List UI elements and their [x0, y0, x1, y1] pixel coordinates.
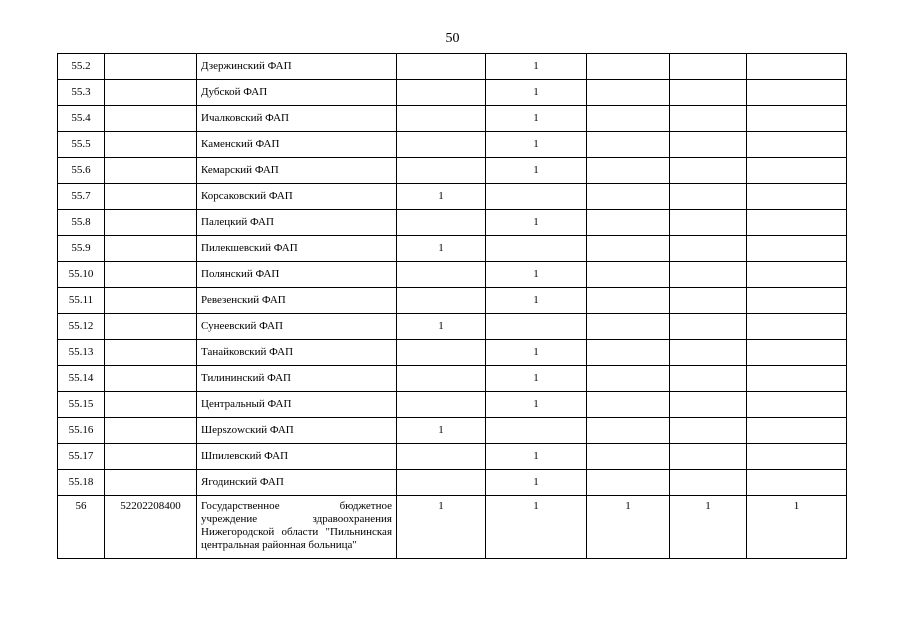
row-number-cell: 55.17 — [58, 444, 105, 470]
row-number-cell: 55.14 — [58, 366, 105, 392]
row-value-3-cell — [587, 80, 670, 106]
row-code-cell — [105, 340, 197, 366]
row-value-5-cell — [747, 158, 847, 184]
row-value-1-cell — [397, 80, 486, 106]
row-value-1-cell: 1 — [397, 236, 486, 262]
table-row — [58, 106, 847, 132]
facilities-table — [57, 53, 847, 559]
row-code-cell — [105, 470, 197, 496]
row-value-1-cell: 1 — [397, 314, 486, 340]
page-number: 50 — [445, 31, 460, 46]
row-name-cell: Палецкий ФАП — [197, 210, 397, 236]
row-value-3-cell — [587, 444, 670, 470]
row-value-3-cell — [587, 54, 670, 80]
row-value-3-cell — [587, 184, 670, 210]
row-value-5-cell — [747, 314, 847, 340]
row-value-2-cell: 1 — [486, 262, 587, 288]
table-row — [58, 340, 847, 366]
row-value-2-cell — [486, 418, 587, 444]
row-value-5-cell — [747, 366, 847, 392]
row-name-cell: Сунеевский ФАП — [197, 314, 397, 340]
row-value-4-cell — [670, 340, 747, 366]
row-value-2-cell: 1 — [486, 470, 587, 496]
row-value-2-cell: 1 — [486, 340, 587, 366]
row-value-4-cell — [670, 184, 747, 210]
row-value-2-cell: 1 — [486, 158, 587, 184]
row-value-4-cell — [670, 132, 747, 158]
row-value-2-cell: 1 — [486, 444, 587, 470]
table-row — [58, 236, 847, 262]
table-row — [58, 418, 847, 444]
row-number-cell: 55.12 — [58, 314, 105, 340]
row-value-5-cell — [747, 418, 847, 444]
row-number-cell: 55.6 — [58, 158, 105, 184]
row-name-cell: Пилекшевский ФАП — [197, 236, 397, 262]
row-name-cell: Шпилевский ФАП — [197, 444, 397, 470]
row-value-4-cell — [670, 470, 747, 496]
row-value-2-cell: 1 — [486, 366, 587, 392]
row-value-5-cell — [747, 184, 847, 210]
row-code-cell — [105, 314, 197, 340]
row-number-cell: 55.4 — [58, 106, 105, 132]
row-name-cell: Ягодинский ФАП — [197, 470, 397, 496]
table-row — [58, 184, 847, 210]
row-value-2-cell: 1 — [486, 132, 587, 158]
row-value-1-cell — [397, 366, 486, 392]
row-value-4-cell — [670, 418, 747, 444]
row-code-cell — [105, 444, 197, 470]
row-value-5-cell: 1 — [747, 496, 847, 559]
row-value-3-cell — [587, 236, 670, 262]
row-value-5-cell — [747, 54, 847, 80]
row-value-2-cell — [486, 236, 587, 262]
row-value-1-cell: 1 — [397, 418, 486, 444]
row-value-5-cell — [747, 210, 847, 236]
table-row — [58, 210, 847, 236]
table-row — [58, 392, 847, 418]
table-row — [58, 496, 847, 559]
row-number-cell: 55.3 — [58, 80, 105, 106]
row-value-3-cell — [587, 470, 670, 496]
row-value-3-cell — [587, 210, 670, 236]
table-row — [58, 80, 847, 106]
row-value-1-cell: 1 — [397, 184, 486, 210]
row-value-4-cell — [670, 262, 747, 288]
row-value-3-cell — [587, 132, 670, 158]
row-name-cell: Ревезенский ФАП — [197, 288, 397, 314]
table-row — [58, 132, 847, 158]
table-row — [58, 288, 847, 314]
table-row — [58, 444, 847, 470]
row-value-5-cell — [747, 340, 847, 366]
row-code-cell — [105, 236, 197, 262]
row-name-cell: Государственное бюджетное учреждение здравоохранения Нижегородской области "Пильнинская центральная районная больница" — [197, 496, 397, 559]
row-code-cell — [105, 418, 197, 444]
row-value-1-cell — [397, 54, 486, 80]
row-value-5-cell — [747, 80, 847, 106]
row-value-2-cell: 1 — [486, 288, 587, 314]
row-value-4-cell — [670, 288, 747, 314]
row-value-5-cell — [747, 288, 847, 314]
row-name-cell: Ичалковский ФАП — [197, 106, 397, 132]
row-value-2-cell: 1 — [486, 210, 587, 236]
row-code-cell — [105, 392, 197, 418]
table-row — [58, 54, 847, 80]
row-value-2-cell: 1 — [486, 106, 587, 132]
row-code-cell — [105, 262, 197, 288]
row-value-3-cell — [587, 158, 670, 184]
row-number-cell: 55.16 — [58, 418, 105, 444]
row-value-5-cell — [747, 444, 847, 470]
row-number-cell: 55.9 — [58, 236, 105, 262]
row-name-cell: Центральный ФАП — [197, 392, 397, 418]
row-name-cell: Танайковский ФАП — [197, 340, 397, 366]
row-name-cell: Дзержинский ФАП — [197, 54, 397, 80]
row-value-3-cell — [587, 392, 670, 418]
row-value-4-cell — [670, 366, 747, 392]
table-row — [58, 470, 847, 496]
row-value-5-cell — [747, 106, 847, 132]
table-row — [58, 366, 847, 392]
row-code-cell — [105, 158, 197, 184]
row-value-3-cell — [587, 106, 670, 132]
row-number-cell: 55.5 — [58, 132, 105, 158]
row-value-2-cell: 1 — [486, 80, 587, 106]
row-number-cell: 55.15 — [58, 392, 105, 418]
row-number-cell: 55.13 — [58, 340, 105, 366]
row-value-3-cell: 1 — [587, 496, 670, 559]
row-name-cell: Тилининский ФАП — [197, 366, 397, 392]
row-value-5-cell — [747, 392, 847, 418]
row-number-cell: 55.11 — [58, 288, 105, 314]
row-value-3-cell — [587, 340, 670, 366]
row-value-4-cell — [670, 236, 747, 262]
row-value-1-cell — [397, 444, 486, 470]
row-name-cell: Кемарский ФАП — [197, 158, 397, 184]
row-value-3-cell — [587, 288, 670, 314]
table-row — [58, 262, 847, 288]
row-value-2-cell: 1 — [486, 54, 587, 80]
row-value-4-cell — [670, 80, 747, 106]
table-row — [58, 158, 847, 184]
row-value-4-cell — [670, 444, 747, 470]
table-row — [58, 314, 847, 340]
row-code-cell: 52202208400 — [105, 496, 197, 559]
row-value-4-cell: 1 — [670, 496, 747, 559]
row-value-1-cell — [397, 158, 486, 184]
row-value-1-cell — [397, 210, 486, 236]
row-value-4-cell — [670, 106, 747, 132]
row-value-5-cell — [747, 132, 847, 158]
row-value-4-cell — [670, 314, 747, 340]
row-number-cell: 55.8 — [58, 210, 105, 236]
row-value-5-cell — [747, 262, 847, 288]
row-value-1-cell — [397, 132, 486, 158]
row-name-cell: Полянский ФАП — [197, 262, 397, 288]
row-value-5-cell — [747, 236, 847, 262]
row-name-cell: Шерszowский ФАП — [197, 418, 397, 444]
row-code-cell — [105, 210, 197, 236]
row-number-cell: 55.2 — [58, 54, 105, 80]
row-value-3-cell — [587, 366, 670, 392]
row-code-cell — [105, 106, 197, 132]
row-value-2-cell: 1 — [486, 392, 587, 418]
row-value-1-cell — [397, 392, 486, 418]
row-value-3-cell — [587, 262, 670, 288]
row-value-1-cell — [397, 288, 486, 314]
row-code-cell — [105, 184, 197, 210]
row-name-cell: Дубской ФАП — [197, 80, 397, 106]
row-code-cell — [105, 132, 197, 158]
row-value-4-cell — [670, 158, 747, 184]
row-value-3-cell — [587, 314, 670, 340]
row-number-cell: 55.18 — [58, 470, 105, 496]
row-value-4-cell — [670, 392, 747, 418]
row-code-cell — [105, 288, 197, 314]
row-number-cell: 56 — [58, 496, 105, 559]
row-number-cell: 55.7 — [58, 184, 105, 210]
row-value-1-cell — [397, 470, 486, 496]
row-code-cell — [105, 366, 197, 392]
row-value-2-cell — [486, 314, 587, 340]
row-number-cell: 55.10 — [58, 262, 105, 288]
row-value-2-cell — [486, 184, 587, 210]
row-value-5-cell — [747, 470, 847, 496]
row-value-1-cell — [397, 106, 486, 132]
row-name-cell: Корсаковский ФАП — [197, 184, 397, 210]
row-value-3-cell — [587, 418, 670, 444]
row-code-cell — [105, 80, 197, 106]
row-name-cell: Каменский ФАП — [197, 132, 397, 158]
row-value-4-cell — [670, 54, 747, 80]
row-code-cell — [105, 54, 197, 80]
row-value-1-cell — [397, 340, 486, 366]
row-value-1-cell — [397, 262, 486, 288]
row-value-1-cell: 1 — [397, 496, 486, 559]
row-value-2-cell: 1 — [486, 496, 587, 559]
row-value-4-cell — [670, 210, 747, 236]
